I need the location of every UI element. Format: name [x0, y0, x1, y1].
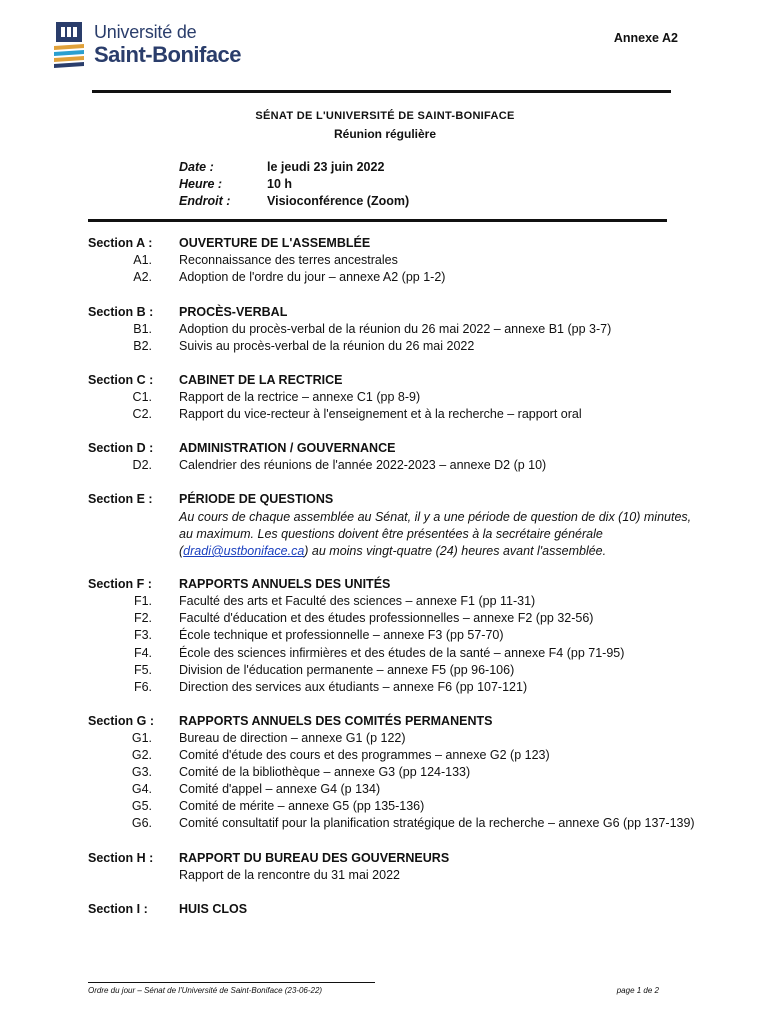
agenda-item: Comité d'étude des cours et des programmes – annexe G2 (p 123)	[179, 748, 550, 762]
section-f-heading: RAPPORTS ANNUELS DES UNITÉS	[179, 577, 391, 591]
agenda-item: Rapport de la rectrice – annexe C1 (pp 8-9)	[179, 390, 421, 404]
meta-time-value: 10 h	[267, 177, 293, 191]
item-number: G6.	[131, 816, 152, 830]
agenda-item: Comité de mérite – annexe G5 (pp 135-136)	[179, 799, 425, 813]
section-f-label: Section F :	[88, 577, 152, 591]
meta-date-label: Date :	[179, 160, 214, 174]
logo-line-1: Université de	[94, 22, 197, 42]
agenda-item: Adoption de l'ordre du jour – annexe A2 (pp 1-2)	[179, 270, 446, 284]
section-d-label: Section D :	[88, 441, 154, 455]
section-b-label: Section B :	[88, 305, 154, 319]
agenda-item: Calendrier des réunions de l'année 2022-2023 – annexe D2 (p 10)	[179, 458, 547, 472]
university-logo	[52, 20, 252, 70]
footer-document-name: Ordre du jour – Sénat de l'Université de Saint-Boniface (23-06-22)	[88, 986, 323, 995]
item-number: G1.	[131, 731, 152, 745]
meta-location-label: Endroit :	[179, 194, 231, 208]
annexe-label: Annexe A2	[613, 31, 678, 45]
item-number: G5.	[131, 799, 152, 813]
item-number: F1.	[133, 594, 152, 608]
agenda-item: Suivis au procès-verbal de la réunion du 26 mai 2022	[179, 339, 475, 353]
section-h-heading: RAPPORT DU BUREAU DES GOUVERNEURS	[179, 851, 450, 865]
item-number: F2.	[133, 611, 152, 625]
agenda-item: Rapport de la rencontre du 31 mai 2022	[179, 868, 400, 882]
section-i-heading: HUIS CLOS	[179, 902, 248, 916]
item-number: D2.	[132, 458, 152, 472]
agenda-item: Faculté d'éducation et des études professionnelles – annexe F2 (pp 32-56)	[179, 611, 594, 625]
section-a-heading: OUVERTURE DE L'ASSEMBLÉE	[179, 236, 371, 250]
item-number: G3.	[131, 765, 152, 779]
document-subtitle: Réunion régulière	[333, 127, 437, 141]
agenda-item: Bureau de direction – annexe G1 (p 122)	[179, 731, 406, 745]
note-text: ) au moins vingt-quatre (24) heures avant l'assemblée.	[304, 544, 607, 558]
agenda-item: Comité de la bibliothèque – annexe G3 (pp 124-133)	[179, 765, 471, 779]
meta-time-label: Heure :	[179, 177, 223, 191]
item-number: C1.	[132, 390, 152, 404]
section-c-label: Section C :	[88, 373, 154, 387]
agenda-item: Comité d'appel – annexe G4 (p 134)	[179, 782, 381, 796]
item-number: F5.	[133, 663, 152, 677]
agenda-item: École des sciences infirmières et des études de la santé – annexe F4 (pp 71-95)	[179, 646, 625, 660]
page-number: page 1 de 2	[616, 986, 659, 995]
section-c-heading: CABINET DE LA RECTRICE	[179, 373, 343, 387]
item-number: A1.	[133, 253, 152, 267]
section-i-label: Section I :	[88, 902, 148, 916]
item-number: G4.	[131, 782, 152, 796]
agenda-item: Faculté des arts et Faculté des sciences – annexe F1 (pp 11-31)	[179, 594, 536, 608]
agenda-item: Division de l'éducation permanente – annexe F5 (pp 96-106)	[179, 663, 515, 677]
item-number: B1.	[133, 322, 152, 336]
section-e-label: Section E :	[88, 492, 153, 506]
agenda-item: Reconnaissance des terres ancestrales	[179, 253, 398, 267]
meta-location-value: Visioconférence (Zoom)	[267, 194, 410, 208]
section-g-label: Section G :	[88, 714, 154, 728]
section-e-heading: PÉRIODE DE QUESTIONS	[179, 492, 334, 506]
agenda-item: École technique et professionnelle – annexe F3 (pp 57-70)	[179, 628, 504, 642]
agenda-item: Comité consultatif pour la planification stratégique de la recherche – annexe G6 (pp 137-139)	[179, 816, 695, 830]
top-divider	[92, 90, 671, 93]
section-g-heading: RAPPORTS ANNUELS DES COMITÉS PERMANENTS	[179, 714, 493, 728]
item-number: G2.	[131, 748, 152, 762]
item-number: C2.	[132, 407, 152, 421]
agenda-item: Rapport du vice-recteur à l'enseignement et à la recherche – rapport oral	[179, 407, 582, 421]
item-number: B2.	[133, 339, 152, 353]
meta-date-value: le jeudi 23 juin 2022	[267, 160, 385, 174]
note-text: Au cours de chaque assemblée au Sénat, il y a une période de question de dix (10) minutes, au maximum. Les questions doivent être présentées à la secrétaire générale (	[179, 510, 692, 558]
footer-divider	[88, 982, 375, 983]
section-a-label: Section A :	[88, 236, 153, 250]
item-number: F6.	[133, 680, 152, 694]
section-b-heading: PROCÈS-VERBAL	[179, 305, 288, 319]
agenda-item: Adoption du procès-verbal de la réunion du 26 mai 2022 – annexe B1 (pp 3-7)	[179, 322, 612, 336]
logo-line-2: Saint-Boniface	[94, 42, 242, 67]
section-d-heading: ADMINISTRATION / GOUVERNANCE	[179, 441, 396, 455]
university-logo-icon	[52, 22, 86, 68]
document-title: SÉNAT DE L'UNIVERSITÉ DE SAINT-BONIFACE	[255, 110, 515, 122]
header-divider	[88, 219, 667, 222]
item-number: F3.	[133, 628, 152, 642]
item-number: F4.	[133, 646, 152, 660]
question-period-note	[179, 509, 699, 560]
agenda-item: Direction des services aux étudiants – annexe F6 (pp 107-121)	[179, 680, 528, 694]
item-number: A2.	[133, 270, 152, 284]
section-h-label: Section H :	[88, 851, 154, 865]
secretary-email-link[interactable]: dradi@ustboniface.ca	[183, 544, 305, 558]
